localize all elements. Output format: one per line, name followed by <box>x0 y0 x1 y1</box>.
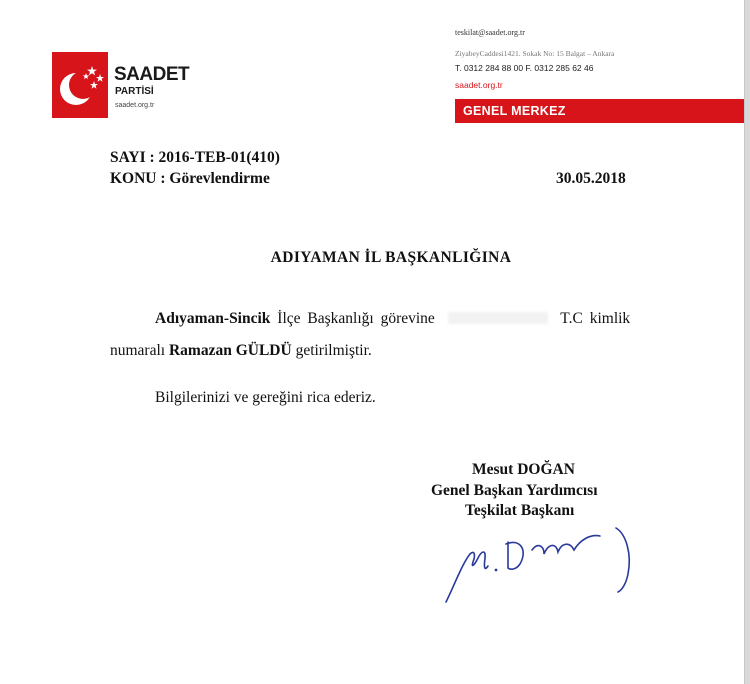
letter-date: 30.05.2018 <box>556 170 626 187</box>
party-logo <box>52 52 202 122</box>
id-suffix: T.C kimlik <box>560 310 631 327</box>
crescent-and-stars-icon <box>52 52 108 118</box>
logo-wordmark: SAADET <box>114 64 190 85</box>
district-name: Adıyaman-Sincik <box>155 310 271 327</box>
body-line-1 <box>155 310 630 328</box>
logo-website: saadet.org.tr <box>115 102 155 109</box>
office-label: GENEL MERKEZ <box>463 104 566 118</box>
signatory-title: Genel Başkan Yardımcısı <box>431 482 598 499</box>
redacted-id-number <box>448 312 548 324</box>
handwritten-signature <box>440 520 640 610</box>
contact-website: saadet.org.tr <box>455 80 503 90</box>
contact-phone: T. 0312 284 88 00 F. 0312 285 62 46 <box>455 63 594 73</box>
logo-subtitle: PARTİSİ <box>115 86 154 97</box>
reference-number: SAYI : 2016-TEB-01(410) <box>110 149 280 166</box>
contact-email: teskilat@saadet.org.tr <box>455 28 525 37</box>
contact-address: ZiyabeyCaddesi1421. Sokak No: 15 Balgat – Ankara <box>455 49 615 58</box>
subject: KONU : Görevlendirme <box>110 170 270 187</box>
signatory-department: Teşkilat Başkanı <box>465 502 575 519</box>
body-line-2 <box>110 342 372 360</box>
closing-sentence: Bilgilerinizi ve gereğini rica ederiz. <box>155 389 376 406</box>
duty-text: İlçe Başkanlığı görevine <box>277 310 435 327</box>
person-name: Ramazan GÜLDÜ <box>168 342 292 359</box>
signatory-name: Mesut DOĞAN <box>472 461 575 478</box>
line2-prefix: numaralı <box>110 342 166 359</box>
recipient-heading: ADIYAMAN İL BAŞKANLIĞINA <box>270 249 512 266</box>
line2-suffix: getirilmiştir. <box>295 342 372 359</box>
office-banner <box>455 99 744 123</box>
